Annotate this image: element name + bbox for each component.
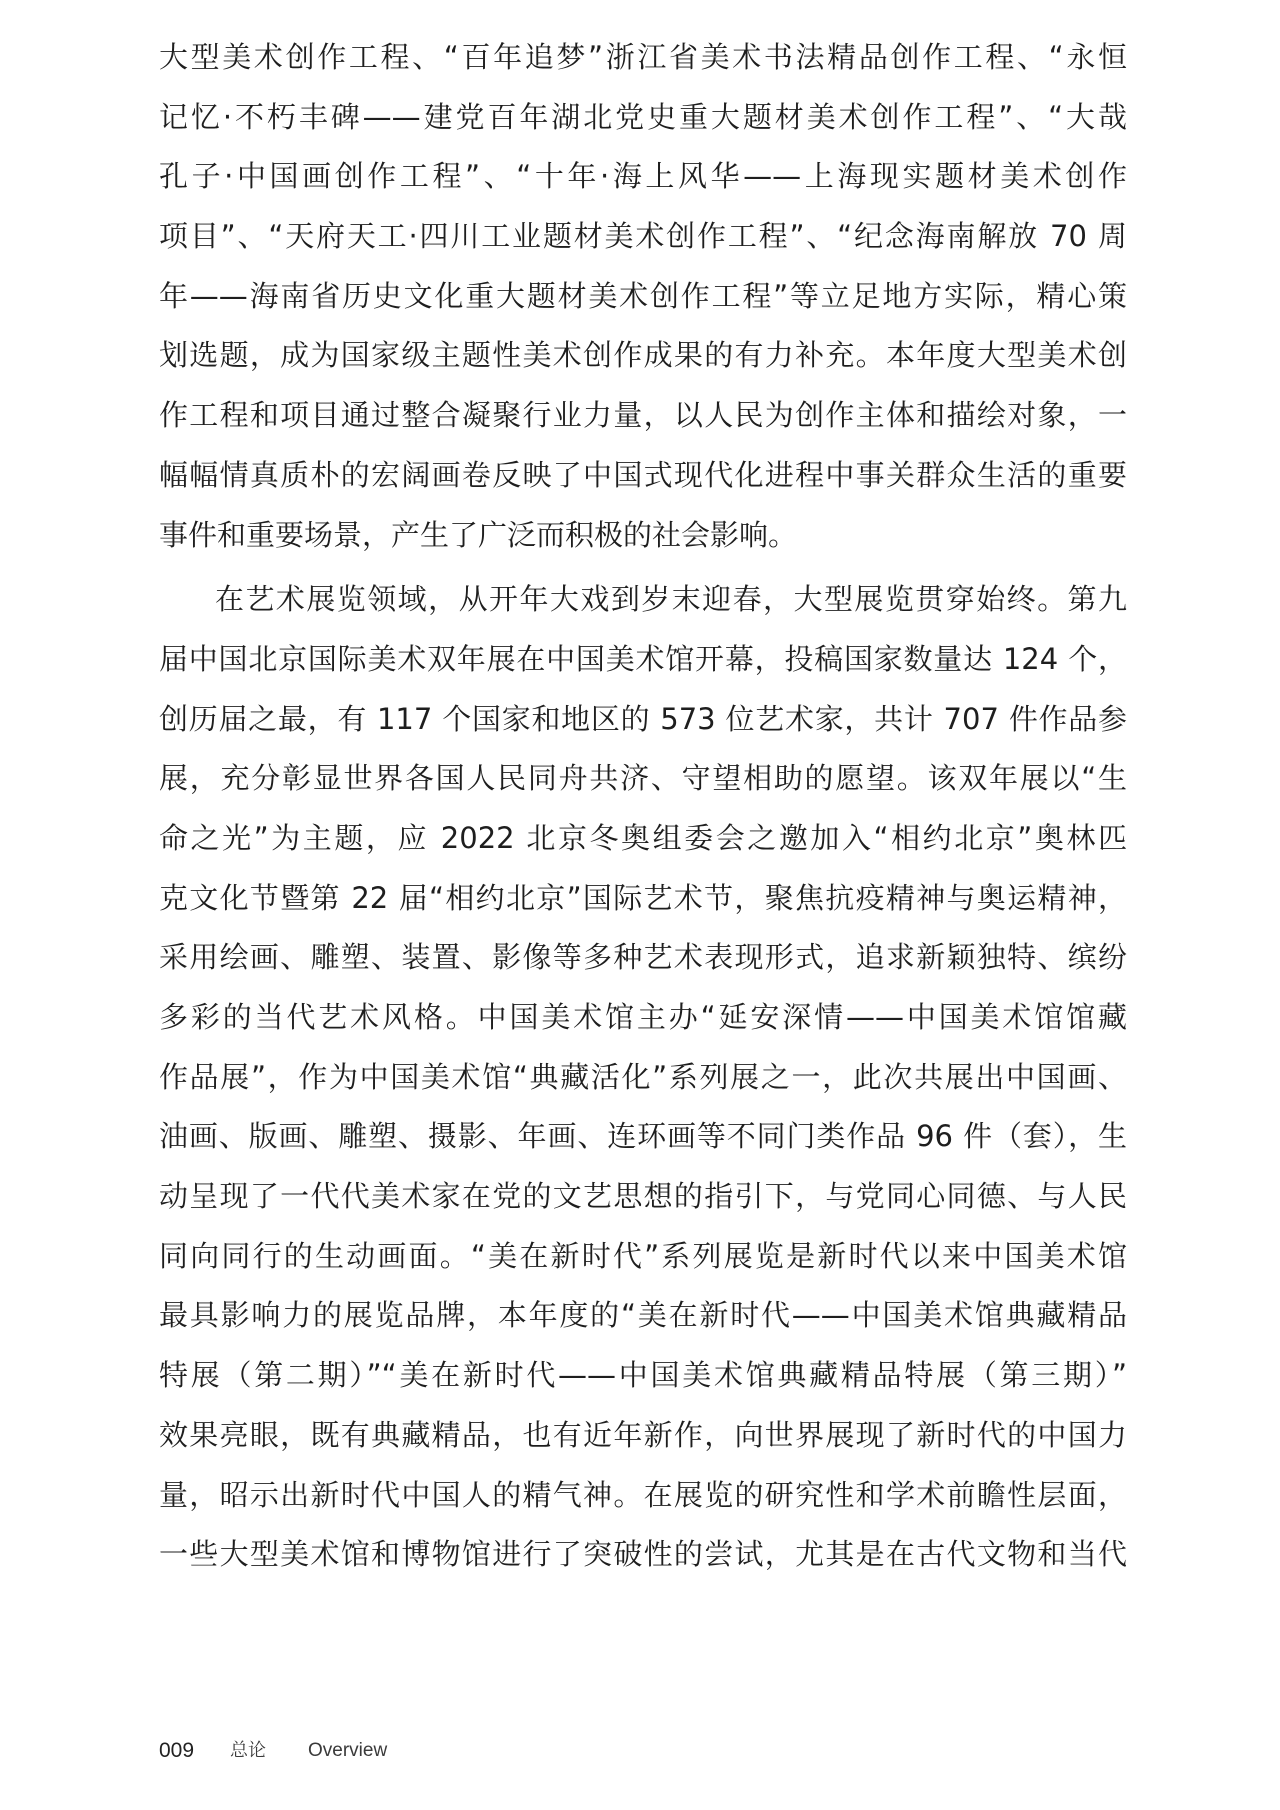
page-footer — [0, 1737, 1280, 1765]
section-title-en: Overview — [308, 1740, 388, 1761]
text-line: 划选题，成为国家级主题性美术创作成果的有力补充。本年度大型美术创 — [159, 338, 1127, 373]
text-line: 油画、版画、雕塑、摄影、年画、连环画等不同门类作品 96 件（套），生 — [159, 1119, 1127, 1154]
text-line: 特展（第二期）”“美在新时代——中国美术馆典藏精品特展（第三期）” — [159, 1358, 1127, 1393]
page-number: 009 — [159, 1739, 195, 1762]
text-line: 克文化节暨第 22 届“相约北京”国际艺术节，聚焦抗疫精神与奥运精神， — [159, 880, 1127, 915]
text-line: 效果亮眼，既有典藏精品，也有近年新作，向世界展现了新时代的中国力 — [159, 1417, 1127, 1452]
text-line: 项目”、“天府天工·四川工业题材美术创作工程”、“纪念海南解放 70 周 — [159, 219, 1127, 254]
text-line: 在艺术展览领域，从开年大戏到岁末迎春，大型展览贯穿始终。第九 — [215, 582, 1127, 617]
section-title: 总论 — [230, 1740, 266, 1761]
text-line: 同向同行的生动画面。“美在新时代”系列展览是新时代以来中国美术馆 — [159, 1238, 1127, 1273]
body-text — [159, 28, 1127, 1585]
text-line: 多彩的当代艺术风格。中国美术馆主办“延安深情——中国美术馆馆藏 — [159, 1000, 1127, 1034]
body-paragraph — [159, 570, 1127, 1585]
text-line: 创历届之最，有 117 个国家和地区的 573 位艺术家，共计 707 件作品参 — [159, 701, 1127, 736]
text-line: 命之光”为主题，应 2022 北京冬奥组委会之邀加入“相约北京”奥林匹 — [159, 820, 1127, 855]
text-line: 作品展”，作为中国美术馆“典藏活化”系列展之一，此次共展出中国画、 — [159, 1059, 1127, 1094]
text-line: 事件和重要场景，产生了广泛而积极的社会影响。 — [159, 517, 798, 552]
text-line: 记忆·不朽丰碑——建党百年湖北党史重大题材美术创作工程”、“大哉 — [159, 99, 1127, 134]
text-line: 一些大型美术馆和博物馆进行了突破性的尝试，尤其是在古代文物和当代 — [159, 1537, 1127, 1572]
text-line: 届中国北京国际美术双年展在中国美术馆开幕，投稿国家数量达 124 个， — [159, 641, 1127, 676]
text-line: 采用绘画、雕塑、装置、影像等多种艺术表现形式，追求新颖独特、缤纷 — [159, 940, 1127, 975]
text-line: 动呈现了一代代美术家在党的文艺思想的指引下，与党同心同德、与人民 — [159, 1179, 1127, 1214]
text-line: 展，充分彰显世界各国人民同舟共济、守望相助的愿望。该双年展以“生 — [159, 761, 1127, 796]
text-line: 大型美术创作工程、“百年追梦”浙江省美术书法精品创作工程、“永恒 — [159, 40, 1127, 74]
text-line: 孔子·中国画创作工程”、“十年·海上风华——上海现实题材美术创作 — [159, 159, 1127, 194]
text-line: 幅幅情真质朴的宏阔画卷反映了中国式现代化进程中事关群众生活的重要 — [159, 457, 1127, 492]
text-line: 作工程和项目通过整合凝聚行业力量，以人民为创作主体和描绘对象，一 — [159, 398, 1127, 433]
text-line: 最具影响力的展览品牌，本年度的“美在新时代——中国美术馆典藏精品 — [159, 1298, 1127, 1333]
text-line: 量，昭示出新时代中国人的精气神。在展览的研究性和学术前瞻性层面， — [159, 1477, 1127, 1512]
text-line: 年——海南省历史文化重大题材美术创作工程”等立足地方实际，精心策 — [159, 278, 1127, 313]
body-paragraph — [159, 28, 1127, 565]
